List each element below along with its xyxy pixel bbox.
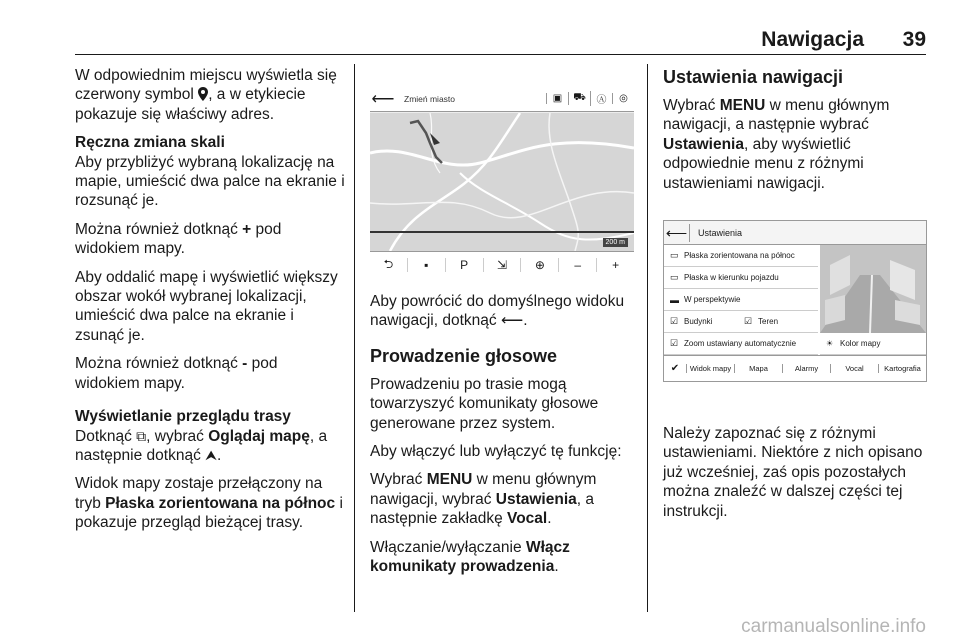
text: Można również dotknąć (75, 355, 243, 373)
center-icon[interactable]: ⊕ (520, 258, 558, 272)
text: , a w etykiecie pokazuje się właściwy adres. (75, 86, 306, 123)
option-row-buildings-terrain (664, 311, 818, 333)
car-view-icon[interactable]: ▣ (546, 93, 568, 104)
text: pod widokiem mapy. (75, 355, 278, 392)
checkbox-checked-icon: ☑ (670, 316, 679, 326)
poi-icon[interactable]: ◎ (612, 93, 634, 104)
bold-term: MENU (426, 471, 473, 489)
paragraph-mode (75, 474, 345, 532)
tab-vocal[interactable]: Vocal (830, 364, 878, 373)
column-1 (75, 66, 345, 542)
tab-alerts[interactable]: Alarmy (782, 364, 830, 373)
text: . (523, 312, 528, 330)
paragraph-explore-settings: Należy zapoznać się z różnymi ustawieniami. Niektóre z nich opisano już wcześniej, zaś opis pozostałych można znaleźć w dalszej części tej instrukcji. (663, 425, 923, 520)
back-arrow-icon[interactable]: ⟵ (664, 224, 690, 242)
text: Aby powrócić do domyślnego widoku nawigacji, dotknąć (370, 293, 625, 330)
bold-term: Ustawienia (495, 490, 577, 508)
text: w menu głównym nawigacji, a następnie wybrać (663, 97, 890, 134)
bold-term: Vocal (507, 510, 548, 528)
checkbox-checked-icon: ☑ (744, 316, 753, 326)
map-view[interactable] (370, 113, 634, 251)
text: Włączanie/wyłączanie (370, 538, 526, 556)
car-icon[interactable]: ⛟ (568, 92, 590, 105)
minus-label: - (242, 355, 248, 373)
paragraph-symbol (75, 66, 345, 124)
bold-term: Oglądaj mapę (208, 427, 310, 445)
radio-off-icon: ▭ (670, 272, 679, 282)
heading-voice-guidance: Prowadzenie głosowe (370, 345, 558, 366)
paragraph-minus (75, 354, 345, 393)
back-arrow-icon: ⟵ (500, 312, 524, 330)
page-header (0, 0, 960, 56)
text: Można również dotknąć (75, 220, 243, 238)
settings-screenshot (663, 220, 927, 382)
text: Wybrać (370, 471, 427, 489)
north-icon[interactable]: Ⓐ (590, 91, 612, 106)
text: W odpowiednim miejscu wyświetla się czerwony symbol (75, 67, 337, 104)
option-label: W perspektywie (684, 295, 741, 304)
heading-nav-settings: Ustawienia nawigacji (663, 67, 844, 87)
tab-map[interactable]: Mapa (734, 364, 782, 373)
paragraph-voice: Prowadzeniu po trasie mogą towarzyszyć komunikaty głosowe generowane przez system. (370, 375, 599, 432)
option-label: Płaska w kierunku pojazdu (684, 273, 779, 282)
option-north-up[interactable] (664, 245, 818, 267)
paragraph-overview (75, 427, 345, 466)
change-city-label[interactable]: Zmień miasto (404, 93, 456, 104)
map-options-icon: ⧉ (136, 427, 147, 444)
option-label: Kolor mapy (840, 339, 881, 348)
text: , wybrać (146, 427, 209, 445)
column-divider-right (647, 64, 648, 612)
paragraph-menu (370, 470, 634, 528)
zoom-out-button[interactable]: – (558, 258, 596, 272)
fuel-icon[interactable]: ▪ (407, 258, 445, 272)
bold-term: Płaska zorientowana na północ (105, 494, 336, 512)
paragraph-enable (370, 538, 634, 577)
checkbox-checked-icon: ☑ (670, 338, 679, 348)
header-rule (75, 54, 926, 55)
bold-term: MENU (719, 97, 766, 114)
option-label: Płaska zorientowana na północ (684, 251, 795, 260)
map-scale: 200 m (603, 238, 628, 247)
paragraph-toggle: Aby włączyć lub wyłączyć tę funkcję: (370, 443, 622, 461)
option-buildings[interactable] (670, 316, 744, 327)
text: pod widokiem mapy. (75, 220, 282, 258)
watermark: carmanualsonline.info (741, 616, 926, 637)
text: Wybrać (663, 97, 720, 114)
column-3-bottom (663, 424, 928, 530)
paragraph-zoom-in: Aby przybliżyć wybraną lokalizację na mapie, umieścić dwa palce na ekranie i rozsunąć je. (75, 153, 345, 210)
confirm-check-icon[interactable]: ✔ (670, 363, 680, 374)
column-divider-left (354, 64, 355, 612)
paragraph-plus (75, 220, 345, 259)
tab-map-view[interactable]: Widok mapy (686, 364, 734, 373)
text: Dotknąć (75, 427, 137, 445)
column-3 (663, 66, 928, 202)
text: . (547, 510, 552, 528)
settings-tabs (664, 355, 926, 381)
option-label: Teren (758, 317, 779, 326)
option-auto-zoom[interactable] (664, 333, 818, 355)
paragraph-return (370, 292, 634, 331)
paragraph-zoom-out: Aby oddalić mapę i wyświetlić większy obszar wokół wybranej lokalizacji, umieścić dwa palce na ekranie i zsunąć je. (75, 268, 338, 344)
route-icon[interactable]: ⇲ (483, 258, 521, 272)
text: , aby wyświetlić odpowiednie menu z różnymi ustawieniami nawigacji. (663, 135, 864, 192)
map-toolbar (370, 251, 634, 278)
option-label: Budynki (684, 317, 713, 326)
tab-cartography[interactable]: Kartografia (878, 364, 926, 373)
option-label: Zoom ustawiany automatycznie (684, 339, 797, 348)
option-terrain[interactable] (744, 316, 818, 327)
text: Widok mapy zostaje przełączony na tryb (75, 475, 323, 512)
section-title: Nawigacja (761, 28, 864, 51)
bold-term: Ustawienia (663, 135, 744, 153)
map-screenshot (370, 86, 634, 278)
text: w menu głównym nawigacji, wybrać (370, 471, 597, 508)
text: i pokazuje przegląd bieżącej trasy. (75, 494, 343, 532)
perspective-preview (820, 245, 926, 333)
plus-label: + (242, 220, 252, 238)
heading-overview: Wyświetlanie przeglądu trasy (75, 408, 291, 426)
perspective-preview-image (820, 245, 926, 333)
paragraph-open-settings (663, 96, 928, 193)
page-number: 39 (902, 28, 926, 51)
text: , a następnie dotknąć (75, 427, 328, 464)
sun-icon: ☀ (826, 339, 834, 348)
settings-top-bar (664, 221, 926, 245)
column-2 (370, 292, 634, 585)
radio-on-icon: ▬ (670, 294, 679, 305)
map-top-bar (370, 86, 634, 112)
heading-scale: Ręczna zmiana skali (75, 134, 225, 152)
bold-term: Włącz komunikaty prowadzenia (370, 538, 570, 576)
settings-title: Ustawienia (698, 227, 743, 238)
text: , a następnie zakładkę (370, 490, 594, 528)
text: . (554, 558, 559, 576)
zoom-in-button[interactable]: + (596, 258, 634, 272)
parking-icon[interactable]: P (445, 258, 483, 272)
north-arrow-icon: ⮝ (205, 446, 218, 463)
back-arrow-icon[interactable]: ⟵ (371, 90, 395, 108)
option-map-color[interactable] (820, 333, 926, 355)
location-pin-icon (198, 87, 208, 101)
option-perspective[interactable] (664, 289, 818, 311)
reroute-icon[interactable]: ⮌ (383, 256, 394, 271)
map-roads (370, 113, 634, 251)
settings-list (664, 245, 818, 355)
option-heading-up[interactable] (664, 267, 818, 289)
radio-off-icon: ▭ (670, 250, 679, 260)
text: . (217, 446, 222, 464)
